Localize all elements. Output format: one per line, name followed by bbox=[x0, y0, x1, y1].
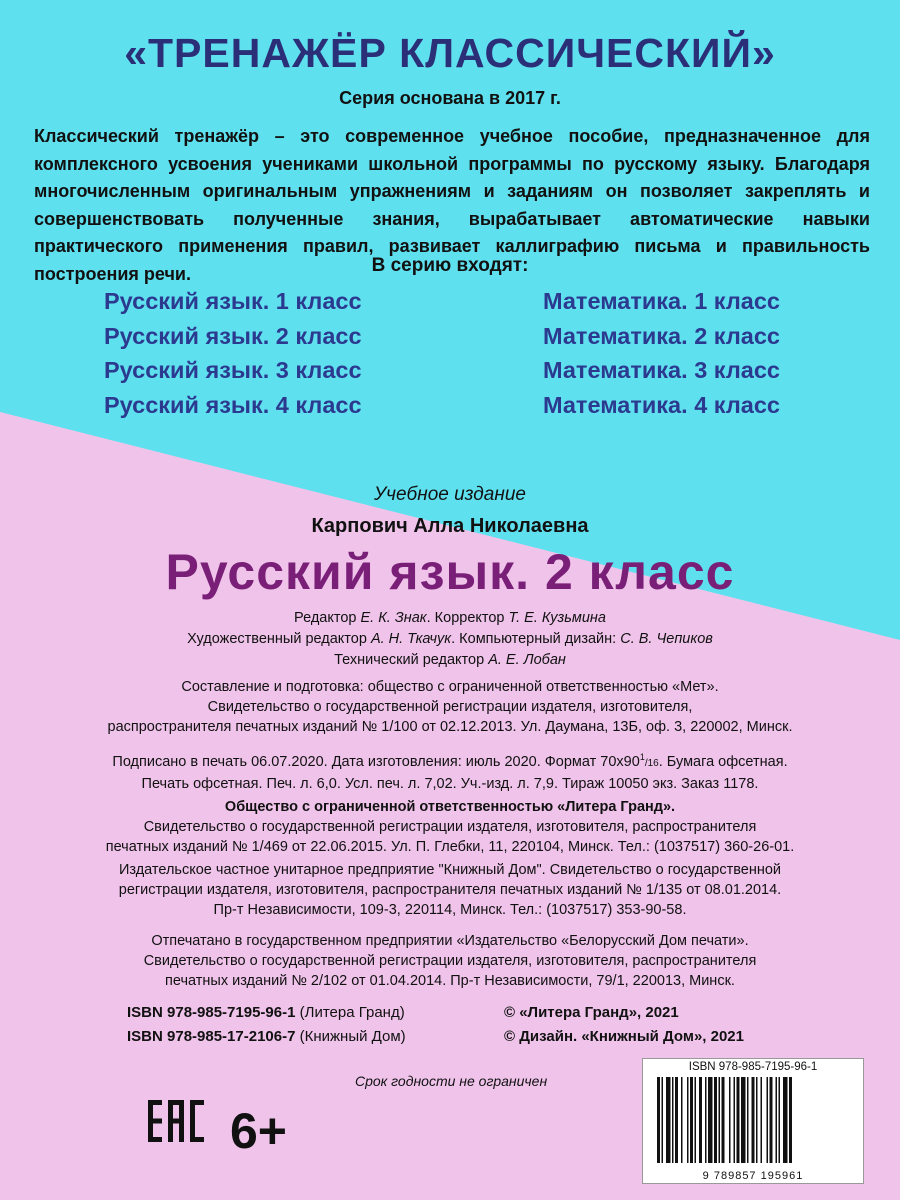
series-founded: Серия основана в 2017 г. bbox=[339, 88, 561, 108]
barcode-bar bbox=[776, 1077, 778, 1163]
publisher-litera-grand: Общество с ограниченной ответственностью «Литера Гранд». Свидетельство о государственной регистрации издателя, изготовителя, распространителя печатных изданий № 1/469 от 22.06.2015. Ул. П. Глебки, 11, 220104, Минск. Тел.: (1037517) 360-26-01. bbox=[105, 799, 795, 855]
edition-type: Учебное издание bbox=[374, 484, 526, 505]
corrector-name: Т. Е. Кузьмина bbox=[508, 610, 606, 626]
credits-line-tech: Технический редактор А. Е. Лобан bbox=[334, 652, 566, 668]
barcode-bar bbox=[779, 1077, 781, 1163]
barcode-bar bbox=[729, 1077, 731, 1163]
isbn-number: ISBN 978-985-7195-96-1 bbox=[127, 1004, 296, 1021]
barcode bbox=[642, 1058, 864, 1184]
list-item: Математика. 4 класс bbox=[543, 391, 780, 418]
barcode-bar bbox=[783, 1077, 788, 1163]
barcode-bar bbox=[690, 1077, 693, 1163]
list-item: Русский язык. 3 класс bbox=[104, 357, 362, 383]
barcode-bar bbox=[747, 1077, 749, 1163]
author-name: Карпович Алла Николаевна bbox=[311, 515, 589, 537]
barcode-bar bbox=[672, 1077, 674, 1163]
barcode-bar bbox=[687, 1077, 689, 1163]
barcode-bar bbox=[737, 1077, 740, 1163]
barcode-bar bbox=[719, 1077, 721, 1163]
isbn-number: ISBN 978-985-17-2106-7 bbox=[127, 1028, 296, 1045]
art-editor-name: А. Н. Ткачук bbox=[370, 631, 452, 647]
list-item: Русский язык. 2 класс bbox=[104, 322, 362, 349]
barcode-bars-icon bbox=[653, 1077, 853, 1163]
barcode-bar bbox=[675, 1077, 678, 1163]
barcode-bar bbox=[666, 1077, 671, 1163]
eac-mark-icon bbox=[148, 1100, 204, 1142]
barcode-bar bbox=[741, 1077, 746, 1163]
barcode-isbn: ISBN 978-985-7195-96-1 bbox=[688, 1061, 818, 1073]
list-item: Математика. 3 класс bbox=[543, 357, 780, 383]
list-item: Математика. 2 класс bbox=[543, 322, 780, 349]
compiler-info: Составление и подготовка: общество с ограниченной ответственностью «Мет». Свидетельство о государственной регистрации издателя, изготовителя, распространителя печатных изданий № 1/100 от 02.12.2013. Ул. Даумана, 13Б, оф. 3, 220002, Минск. bbox=[107, 679, 793, 735]
credits-line-art: Художественный редактор А. Н. Ткачук. Компьютерный дизайн: С. В. Чепиков bbox=[187, 631, 713, 647]
tech-editor-name: А. Е. Лобан bbox=[488, 652, 566, 668]
barcode-bar bbox=[699, 1077, 702, 1163]
copyright-block: © «Литера Гранд», 2021 © Дизайн. «Книжный Дом», 2021 bbox=[504, 1004, 744, 1045]
barcode-bar bbox=[681, 1077, 683, 1163]
barcode-bar bbox=[708, 1077, 713, 1163]
barcode-bar bbox=[722, 1077, 725, 1163]
barcode-bar bbox=[734, 1077, 736, 1163]
barcode-bar bbox=[657, 1077, 660, 1163]
list-item: Русский язык. 1 класс bbox=[104, 288, 362, 314]
print-info: Подписано в печать 06.07.2020. Дата изготовления: июль 2020. Формат $70x90^1/16$. Бумага офсетная. Печать офсетная. Печ. л. 6,0. Усл. печ. л. 7,02. Уч.-изд. л. 7,9. Тираж 10050 экз. Заказ 1178. bbox=[112, 752, 788, 792]
isbn-list: ISBN 978-985-7195-96-1 (Литера Гранд) ISBN 978-985-17-2106-7 (Книжный Дом) bbox=[127, 1004, 406, 1045]
barcode-bar bbox=[761, 1077, 763, 1163]
printer-info: Отпечатано в государственном предприятии «Издательство «Белорусский Дом печати». Свидетельство о государственной регистрации издателя, изготовителя, распространителя печатных изданий № 2/102 от 01.04.2014. Пр-т Независимости, 79/1, 220013, Минск. bbox=[143, 933, 757, 989]
shelf-life: Срок годности не ограничен bbox=[355, 1073, 548, 1089]
barcode-bar bbox=[705, 1077, 707, 1163]
series-description: Классический тренажёр – это современное учебное пособие, предназначенное для комплексного усвоения учениками школьной программы по русскому языку. Благодаря многочисленным оригинальным упражнениям и заданиям он позволяет закреплять и совершенствовать полученные знания, вырабатывает автоматические навыки практического применения правил, развивает каллиграфию письма и правильность построения речи. bbox=[34, 126, 870, 284]
series-title: «ТРЕНАЖЁР КЛАССИЧЕСКИЙ» bbox=[124, 30, 776, 76]
designer-name: С. В. Чепиков bbox=[620, 631, 713, 647]
list-item: Математика. 1 класс bbox=[543, 288, 780, 314]
list-item: Русский язык. 4 класс bbox=[104, 391, 362, 418]
math-series-list bbox=[543, 284, 780, 422]
barcode-bar bbox=[714, 1077, 717, 1163]
barcode-bar bbox=[789, 1077, 792, 1163]
barcode-bar bbox=[756, 1077, 758, 1163]
barcode-bar bbox=[770, 1077, 773, 1163]
russian-series-list bbox=[104, 284, 362, 422]
credits-block bbox=[0, 608, 900, 671]
barcode-bar bbox=[695, 1077, 697, 1163]
series-includes-label: В серию входят: bbox=[371, 255, 529, 276]
barcode-bar bbox=[662, 1077, 664, 1163]
book-title: Русский язык. 2 класс bbox=[165, 544, 735, 600]
barcode-digits: 9 789857 195961 bbox=[702, 1170, 804, 1182]
age-rating: 6+ bbox=[230, 1103, 288, 1159]
editor-name: Е. К. Знак bbox=[360, 610, 427, 626]
barcode-bar bbox=[752, 1077, 755, 1163]
publisher-knizhny-dom: Издательское частное унитарное предприятие "Книжный Дом". Свидетельство о государственной регистрации издателя, изготовителя, распространителя печатных изданий № 1/135 от 08.01.2014. Пр-т Независимости, 109-3, 220114, Минск. Тел.: (1037517) 353-90-58. bbox=[118, 862, 782, 918]
credits-line-editors: Редактор Е. К. Знак. Корректор Т. Е. Кузьмина bbox=[294, 610, 606, 626]
barcode-bar bbox=[767, 1077, 769, 1163]
